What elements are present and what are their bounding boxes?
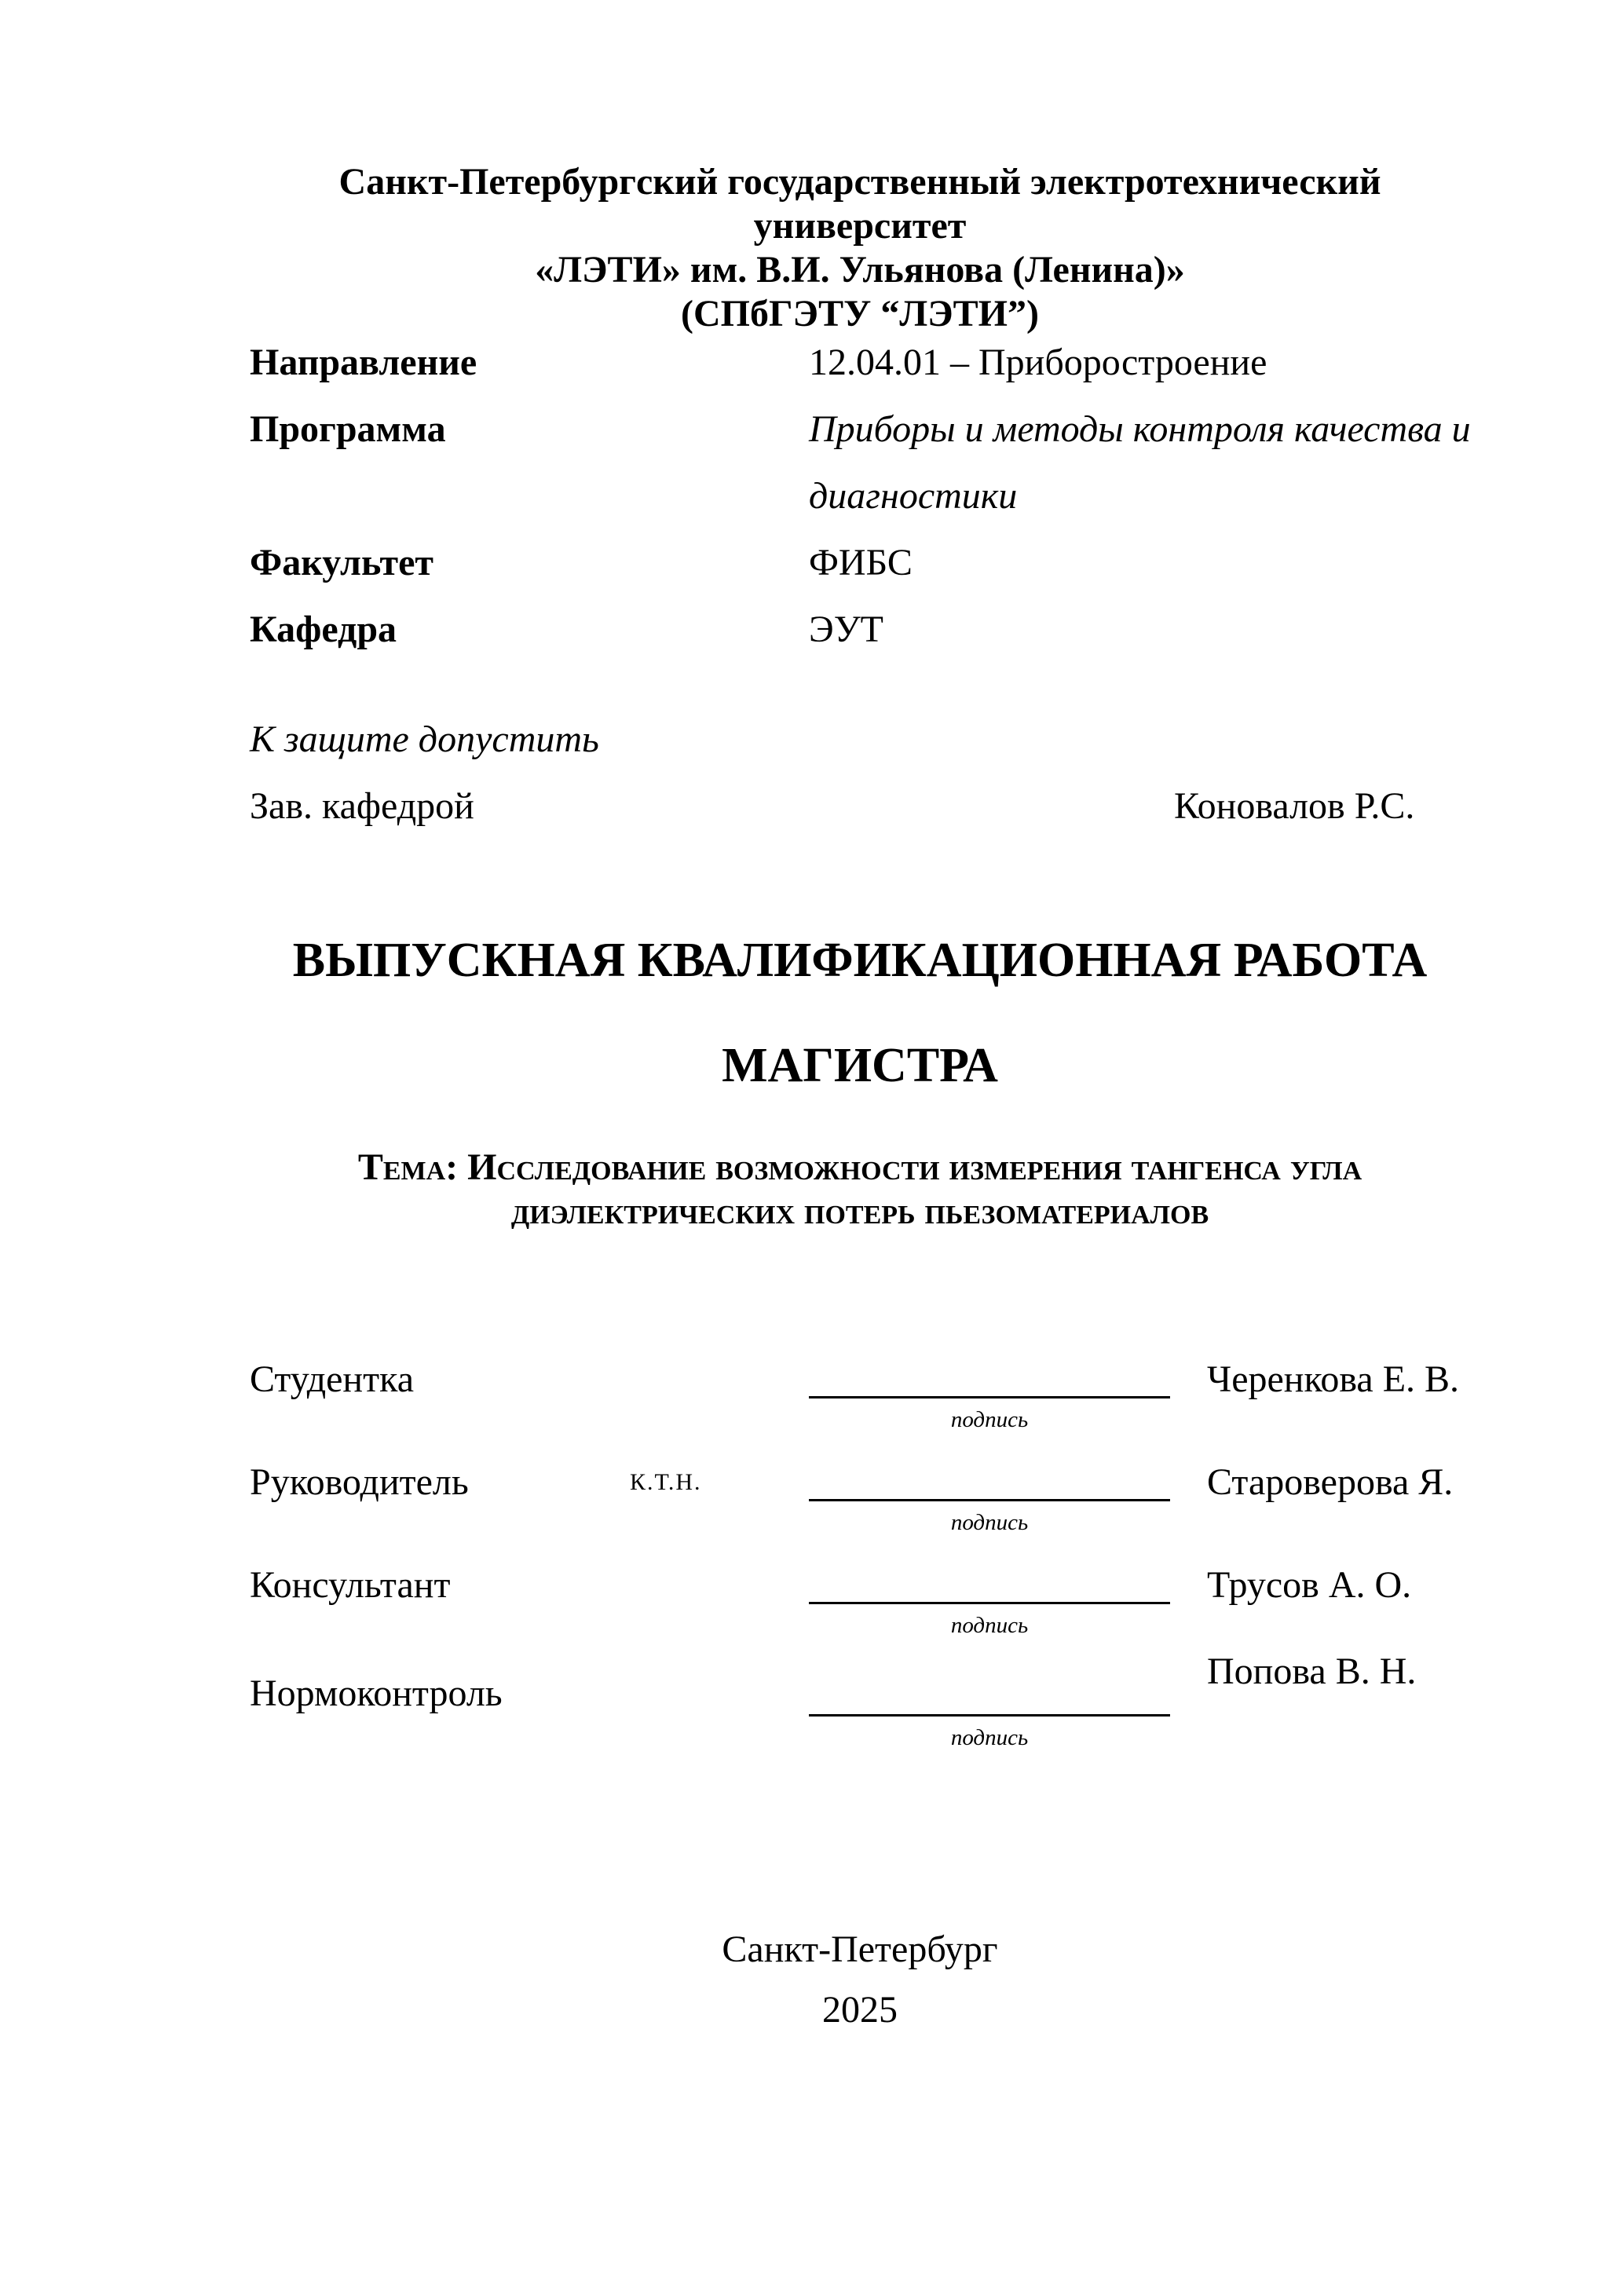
signature-caption-student: подпись: [950, 1407, 1029, 1432]
university-header: [250, 160, 1470, 336]
theme-line1: Тема: Исследование возможности измерения тангенса угла: [357, 1146, 1362, 1188]
department-head-name: Коновалов Р.С.: [1174, 785, 1415, 827]
student-name: Черенкова Е. В.: [1207, 1358, 1460, 1400]
admission-permit-line: К защите допустить: [250, 718, 599, 760]
program-value-line2: диагностики: [809, 475, 1018, 517]
faculty-label: Факультет: [250, 542, 433, 583]
norm-control-name: Попова В. Н.: [1207, 1651, 1417, 1692]
footer-year: 2025: [822, 1989, 898, 2031]
consultant-name: Трусов А. О.: [1207, 1564, 1412, 1606]
signature-line-consultant: [809, 1602, 1170, 1604]
supervisor-degree: К.Т.Н.: [630, 1469, 702, 1495]
signature-line-supervisor: [809, 1499, 1170, 1501]
signature-line-norm-control: [809, 1714, 1170, 1717]
department-label: Кафедра: [250, 609, 397, 650]
role-label-student: Студентка: [250, 1358, 414, 1400]
footer-city: Санкт-Петербург: [722, 1929, 998, 1970]
direction-label: Направление: [250, 342, 477, 383]
role-label-norm-control: Нормоконтроль: [250, 1673, 503, 1714]
department-head-label: Зав. кафедрой: [250, 785, 474, 827]
university-name-line3: (СПбГЭТУ “ЛЭТИ”): [681, 293, 1039, 335]
university-name-line1: Санкт-Петербургский государственный электротехнический университет: [338, 161, 1381, 247]
university-name-line2: «ЛЭТИ» им. В.И. Ульянова (Ленина)»: [535, 249, 1185, 291]
role-label-supervisor: Руководитель: [250, 1461, 469, 1503]
signature-caption-consultant: подпись: [950, 1613, 1029, 1638]
faculty-value: ФИБС: [809, 542, 913, 583]
work-title-line2: МАГИСТРА: [722, 1039, 998, 1092]
work-title-line1: ВЫПУСКНАЯ КВАЛИФИКАЦИОННАЯ РАБОТА: [292, 934, 1428, 987]
program-label: Программа: [250, 408, 446, 450]
supervisor-name: Староверова Я.: [1207, 1461, 1454, 1503]
signature-line-student: [809, 1396, 1170, 1398]
program-value-line1: Приборы и методы контроля качества и: [809, 408, 1471, 450]
direction-value: 12.04.01 – Приборостроение: [809, 342, 1267, 383]
signature-caption-norm-control: подпись: [950, 1725, 1029, 1750]
theme-line2: диэлектрических потерь пьезоматериалов: [510, 1190, 1209, 1232]
role-label-consultant: Консультант: [250, 1564, 451, 1606]
department-value: ЭУТ: [809, 609, 883, 650]
signature-caption-supervisor: подпись: [950, 1510, 1029, 1535]
